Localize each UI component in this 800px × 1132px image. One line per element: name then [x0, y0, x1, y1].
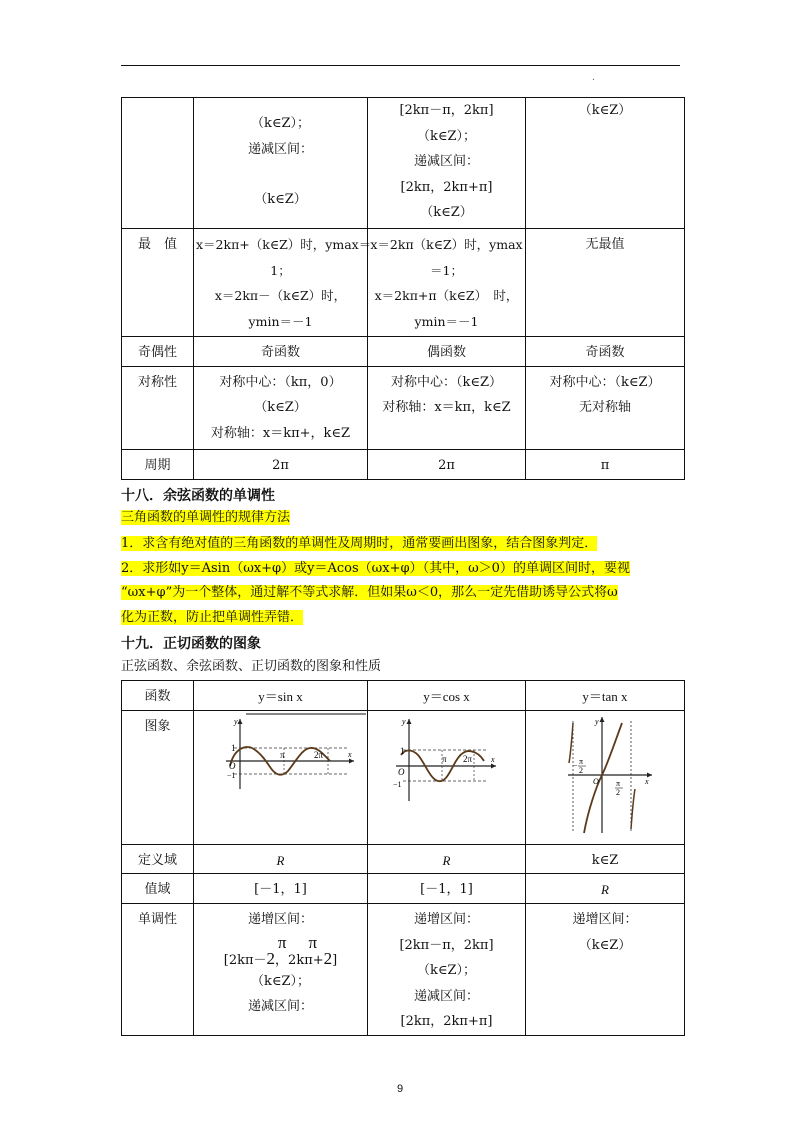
sin-graph-minus-one-label: −1	[226, 770, 236, 780]
method-point-1: 1．求含有绝对值的三角函数的单调性及周期时，通常要画出图象，结合图象判定．	[121, 536, 598, 551]
cell-sin: R	[194, 844, 368, 874]
cos-graph-one-label: 1	[399, 745, 404, 756]
tan-graph-neg-pi-label: π	[579, 756, 584, 766]
header-mark: .	[592, 73, 595, 83]
section-heading: 十九．正切函数的图象	[121, 636, 261, 652]
tan-graph-x-label: x	[645, 776, 649, 786]
row-label: 值域	[122, 874, 194, 904]
cell-sin: 2π	[194, 449, 368, 479]
cos-graph-pi-label: π	[441, 753, 447, 764]
method-point-2-line1: 2．求形如y＝Asin（ωx+φ）或y＝Acos（ωx+φ）（其中，ω＞0）的单调区间时，要视	[121, 561, 630, 576]
page-number: 9	[396, 1083, 404, 1095]
trig-graph-table	[121, 680, 685, 1036]
cell-tan: （k∈Z）	[526, 98, 685, 229]
row-label: 对称性	[122, 366, 194, 449]
table-row	[122, 710, 685, 844]
method-title: 三角函数的单调性的规律方法	[121, 510, 291, 525]
table-row	[122, 874, 685, 904]
tangent-graph	[528, 711, 682, 839]
tan-graph-pos-pi-label: π	[616, 778, 621, 788]
sine-graph	[196, 711, 366, 839]
cell-cos: 递增区间： [2kπ－π，2kπ] （k∈Z）； 递减区间： [2kπ，2kπ+π]	[368, 904, 526, 1036]
cos-graph-y-label: y	[401, 716, 406, 726]
frac-denominator: 2	[323, 948, 333, 968]
row-label: 单调性	[122, 904, 194, 1036]
cos-graph-origin-label: O	[397, 766, 404, 777]
cell-cos: R	[368, 844, 526, 874]
header-rule	[121, 65, 680, 66]
tan-graph-minus-sign: −	[573, 760, 578, 770]
cell-tan: 无最值	[526, 229, 685, 337]
cell-tan: R	[526, 874, 685, 904]
row-label: 定义域	[122, 844, 194, 874]
cell-cos: [2kπ－π，2kπ] （k∈Z）； 递减区间： [2kπ，2kπ+π] （k∈Z）	[368, 98, 526, 229]
cell-sin: x＝2kπ+（k∈Z）时，ymax＝ 1； x＝2kπ－（k∈Z）时， ymin＝－1	[194, 229, 368, 337]
table-row	[122, 449, 685, 479]
table-row	[122, 904, 685, 1036]
tan-graph-pos-two-label: 2	[616, 787, 620, 797]
cell-tan: k∈Z	[526, 844, 685, 874]
sin-graph-x-label: x	[347, 749, 352, 759]
sin-graph-origin-label: O	[228, 760, 235, 771]
method-point-2-line2: “ωx+φ”为一个整体，通过解不等式求解．但如果ω＜0，那么一定先借助诱导公式将ω	[121, 585, 618, 600]
cell-cos: 对称中心：（k∈Z） 对称轴：x＝kπ，k∈Z	[368, 366, 526, 449]
row-label: 最 值	[122, 229, 194, 337]
method-point-2-line3: 化为正数，防止把单调性弄错．	[121, 610, 304, 625]
cell-cos-graph	[368, 710, 526, 844]
cell-cos: x＝2kπ（k∈Z）时，ymax ＝1； x＝2kπ+π（k∈Z） 时， ymin＝－1	[368, 229, 526, 337]
table-row	[122, 366, 685, 449]
cell-tan: 奇函数	[526, 337, 685, 367]
header-tan: y＝tan x	[526, 681, 685, 711]
frac-numerator: π	[308, 932, 318, 952]
cell-cos: 偶函数	[368, 337, 526, 367]
trig-properties-table-continued	[121, 97, 685, 480]
row-label: 周期	[122, 449, 194, 479]
cell-tan: π	[526, 449, 685, 479]
cell-tan-graph	[526, 710, 685, 844]
table-row	[122, 229, 685, 337]
frac-denominator: 2	[266, 948, 276, 968]
section-intro: 正弦函数、余弦函数、正切函数的图象和性质	[121, 659, 382, 674]
row-label: 图象	[122, 710, 194, 844]
row-label: 函数	[122, 681, 194, 711]
section-heading: 十八．余弦函数的单调性	[121, 488, 275, 504]
cell-sin-graph	[194, 710, 368, 844]
table-row	[122, 681, 685, 711]
cos-graph-x-label: x	[490, 754, 495, 764]
cell-tan: 对称中心：（k∈Z） 无对称轴	[526, 366, 685, 449]
tan-graph-neg-two-label: 2	[579, 765, 583, 775]
row-label: 奇偶性	[122, 337, 194, 367]
header-sin: y＝sin x	[194, 681, 368, 711]
cell-tan: 递增区间： （k∈Z）	[526, 904, 685, 1036]
cos-graph-two-pi-label: 2π	[462, 753, 472, 764]
sin-graph-two-pi-label: 2π	[313, 749, 323, 760]
cell-cos: 2π	[368, 449, 526, 479]
sin-graph-y-label: y	[233, 716, 238, 726]
cosine-graph	[370, 711, 524, 839]
sin-graph-one-label: 1	[230, 742, 235, 753]
row-label	[122, 98, 194, 229]
cell-sin: 递增区间： π π [2kπ－2，2kπ+2] （k∈Z）； 递减区间：	[194, 904, 368, 1036]
cell-sin: 对称中心：（kπ，0） （k∈Z） 对称轴：x＝kπ+，k∈Z	[194, 366, 368, 449]
interval-with-fractions: π π [2kπ－2，2kπ+2]	[223, 932, 338, 968]
sin-graph-pi-label: π	[279, 749, 285, 760]
table-row	[122, 337, 685, 367]
frac-numerator: π	[277, 932, 287, 952]
header-cos: y＝cos x	[368, 681, 526, 711]
tan-graph-origin-label: O	[593, 776, 599, 786]
cell-sin: [－1，1]	[194, 874, 368, 904]
cos-graph-minus-one-label: −1	[392, 779, 402, 789]
cell-sin: 奇函数	[194, 337, 368, 367]
cell-cos: [－1，1]	[368, 874, 526, 904]
cell-sin: （k∈Z）； 递减区间： （k∈Z）	[194, 98, 368, 229]
tan-graph-y-label: y	[595, 716, 599, 726]
table-row	[122, 98, 685, 229]
table-row	[122, 844, 685, 874]
